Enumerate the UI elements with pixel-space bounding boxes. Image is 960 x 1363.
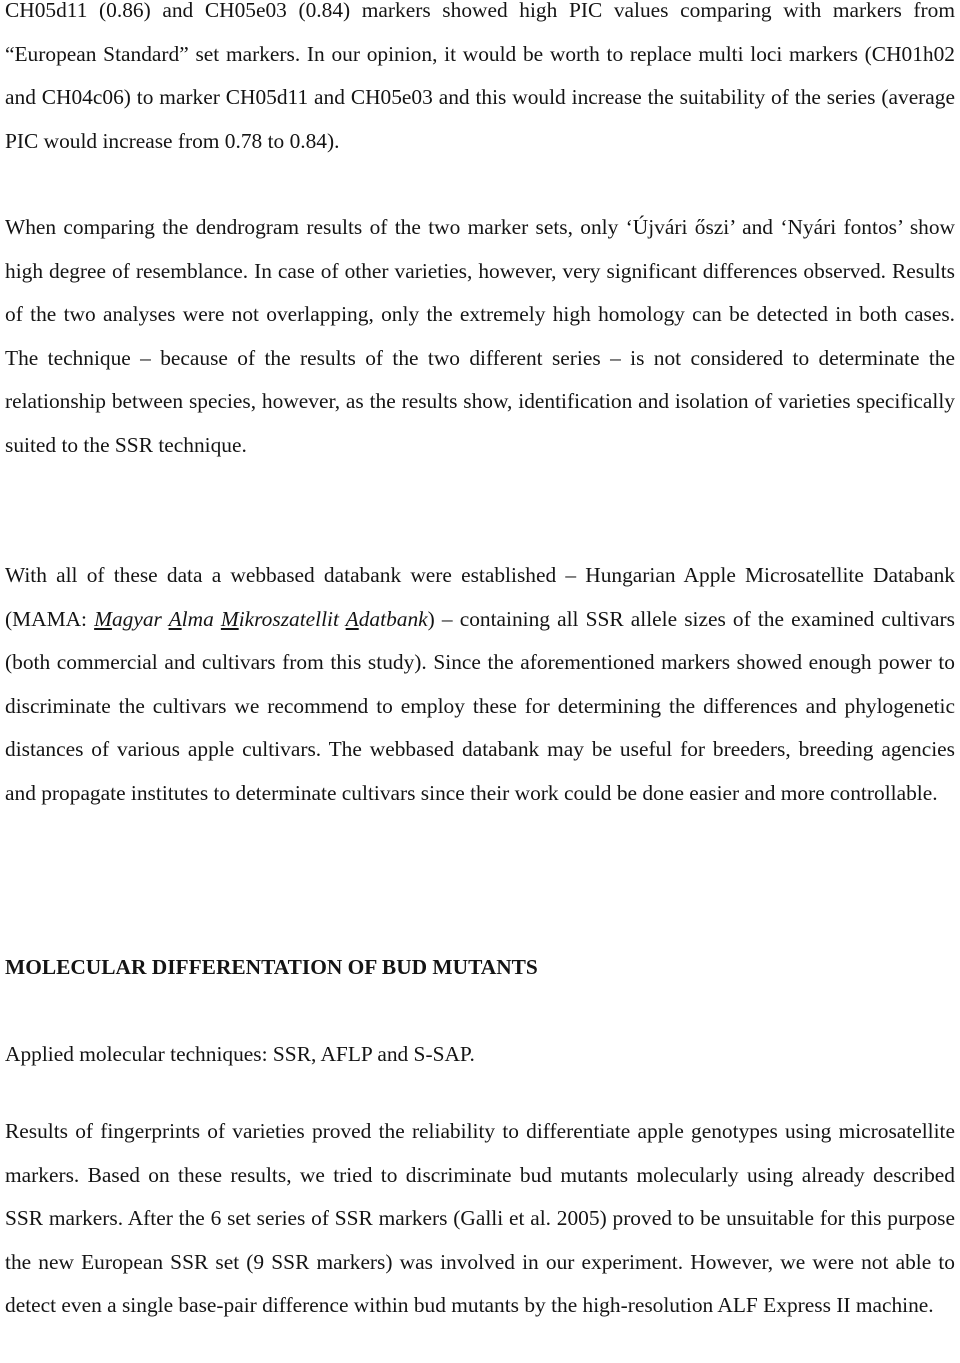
paragraph-databank	[5, 554, 955, 815]
paragraph-fingerprints: Results of fingerprints of varieties proved the reliability to differentiate apple genotypes using microsatellite markers. Based on these results, we tried to discriminate bud mutants molecularly using already described SSR markers. After the 6 set series of SSR markers (Galli et al. 2005) proved to be unsuitable for this purpose the new European SSR set (9 SSR markers) was involved in our experiment. However, we were not able to detect even a single base-pair difference within bud mutants by the high-resolution ALF Express II machine.	[5, 1119, 955, 1317]
acronym-letter-a1: A	[168, 606, 182, 631]
acronym-word-alma: lma	[181, 606, 221, 631]
acronym-word-adatbank: datbank	[358, 606, 428, 631]
acronym-word-magyar: agyar	[111, 606, 169, 631]
acronym-letter-m1: M	[94, 606, 112, 631]
acronym-word-mikroszatellit: ikroszatellit	[238, 606, 346, 631]
acronym-letter-m2: M	[220, 606, 239, 631]
databank-text-before: With all of these data a webbased databank were established – Hungarian Apple Microsatellite Databank (MAMA:	[5, 563, 955, 631]
paragraph-dendrogram-results: When comparing the dendrogram results of the two marker sets, only ‘Újvári őszi’ and ‘Nyári fontos’ show high degree of resemblance. In case of other varieties, however, very significant differences observed. Results of the two analyses were not overlapping, only the extremely high homology can be detected in both cases. The technique – because of the results of the two different series – is not considered to determinate the relationship between species, however, as the results show, identification and isolation of varieties specifically suited to the SSR technique.	[5, 215, 955, 457]
paragraph-pic-values: CH05d11 (0.86) and CH05e03 (0.84) markers showed high PIC values comparing with markers from “European Standard” set markers. In our opinion, it would be worth to replace multi loci markers (CH01h02 and CH04c06) to marker CH05d11 and CH05e03 and this would increase the suitability of the series (average PIC would increase from 0.78 to 0.84).	[5, 0, 955, 153]
paragraph-techniques: Applied molecular techniques: SSR, AFLP and S-SAP.	[5, 1042, 475, 1066]
databank-text-after: ) – containing all SSR allele sizes of the examined cultivars (both commercial and cultivars from this study). Since the aforementioned markers showed enough power to discriminate the cultivars we recommend to employ these for determining the differences and phylogenetic distances of various apple cultivars. The webbased databank may be useful for breeders, breeding agencies and propagate institutes to determinate cultivars since their work could be done easier and more controllable.	[5, 606, 955, 805]
databank-acronym-expansion	[94, 607, 428, 631]
section-heading: MOLECULAR DIFFERENTATION OF BUD MUTANTS	[5, 955, 538, 979]
acronym-letter-a2: A	[345, 606, 359, 631]
